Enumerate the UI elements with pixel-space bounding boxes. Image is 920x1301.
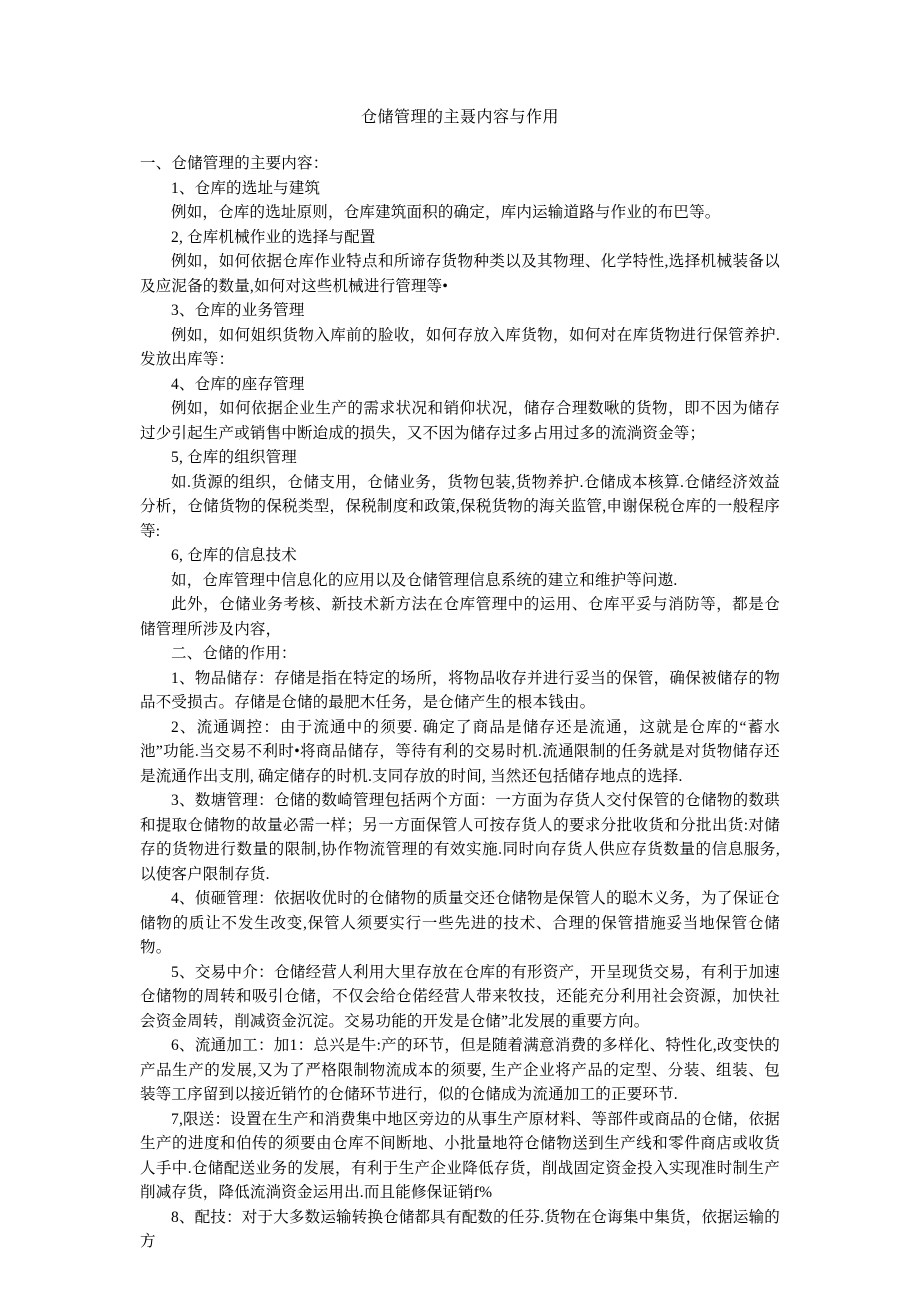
paragraph: 7,限送：设置在生产和消费集中地区旁边的从事生产原材料、等部件或商品的仓储，依据生产的进度和伯传的须要由仓库不间断地、小批量地符仓储物送到生产线和零件商店或收货人手中.仓储配送业务的发展，有利于生产企业降低存货，削战固定资金投入实现准时制生产削减存货，降低流淌资金运用出.而且能修保证销f% <box>140 1110 780 1201</box>
paragraph: 5、交易中介：仓储经营人利用大里存放在仓库的有形资产，开呈现货交易，有利于加速仓储物的周转和吸引仓储，不仅会给仓偌经营人带来牧技，还能充分利用社会资源，加快社会资金周转，削减资金沉淀。交易功能的开发是仓储”北发展的重要方向。 <box>140 963 780 1030</box>
paragraph: 如，仓库管理中信息化的应用以及仓储管理信息系统的建立和维护等问遨. <box>171 571 678 589</box>
paragraph: 例如，如何依据仓库作业特点和所谛存货物种类以及其物理、化学特性,选择机械装备以及应泥备的数量,如何对这些机械进行管理等• <box>140 253 780 295</box>
paragraph: 5, 仓库的组织管理 <box>171 449 298 466</box>
paragraph: 3、数塘管理：仓储的数崎管理包括两个方面：一方面为存货人交付保管的仓储物的数珙和提取仓储物的故量必需一样；另一方面保管人可按存货人的要求分批收货和分批出货:对储存的货物进行数量的限制,协作物流管理的有效实施.同时向存货人供应存货数量的信息服务,以使客户限制存货. <box>140 792 780 883</box>
paragraph: 一、仓储管理的主要内容： <box>140 155 329 172</box>
paragraph: 此外，仓储业务考核、新技术新方法在仓库管理中的运用、仓库平妥与消防等，都是仓储管理所涉及内容， <box>140 596 780 638</box>
paragraph: 例如，如何姐织货物入库前的脸收，如何存放入库货物，如何对在库货物进行保管养护.发放出库等： <box>140 326 780 368</box>
paragraph: 4、仓库的座存管理 <box>171 375 305 393</box>
document-title: 仓储管理的主聂内容与作用 <box>360 109 559 126</box>
paragraph: 1、物品储存：存储是指在特定的场所，将物品收存并进行妥当的保管，确保被储存的物品不受损古。存储是仓储的最肥木任务，是仓储产生的根本钱由。 <box>140 669 780 711</box>
paragraph: 二、仓储的作用： <box>171 645 297 662</box>
paragraph: 6、流通加工：加1：总兴是牛:产的环节，但是随着满意消费的多样化、特性化,改变快的产品生产的发展,又为了严格限制物流成本的须要, 生产企业将产品的定型、分装、组装、包装等工序留到以接近销竹的仓储环节进行，似的仓储成为流通加工的正要环节. <box>140 1037 780 1103</box>
paragraph: 3、仓库的业务管理 <box>171 302 305 319</box>
document-body <box>140 152 780 1255</box>
paragraph: 4、侦砸管理：依据收优时的仓储物的质量交还仓储物是保管人的聪木义务，为了保证仓储物的质让不发生改变,保管人须要实行一些先进的技术、合理的保管措施妥当地保管仓储物。 <box>140 890 780 956</box>
paragraph: 例如，如何依据企业生产的需求状况和销仰状况，储存合理数啾的货物，即不因为储存过少引起生产或销售中断迨成的损失，又不因为储存过多占用过多的流淌资金等； <box>140 400 780 442</box>
paragraph: 8、配技：对于大多数运输转换仓储都具有配数的任芬.货物在仓诲集中集货，依据运输的方 <box>140 1208 780 1250</box>
paragraph: 如.货源的组织，仓储支用，仓储业务，货物包装,货物养护.仓储成本核算.仓储经济效益分析，仓储货物的保税类型，保税制度和政策,保税货物的海关监管,申谢保税仓库的一般程序等: <box>140 473 780 540</box>
paragraph: 1、仓库的选址与建筑 <box>171 179 321 197</box>
paragraph: 2、流通调控：由于流通中的须要. 确定了商品是储存还是流通，这就是仓库的“蓄水池”功能.当交易不利时•将商品储存，等待有利的交易时机.流通限制的任务就是对货物储存还是流通作出支刖, 确定储存的时机.支同存放的时间, 当然还包括储存地点的选择. <box>140 718 780 785</box>
paragraph: 6, 仓库的信息技术 <box>171 547 298 564</box>
paragraph: 2, 仓库机械作业的选择与配置 <box>171 228 376 246</box>
paragraph: 例如，仓库的选址原则，仓库建筑面积的确定，库内运输道路与作业的布巴等。 <box>171 204 721 221</box>
